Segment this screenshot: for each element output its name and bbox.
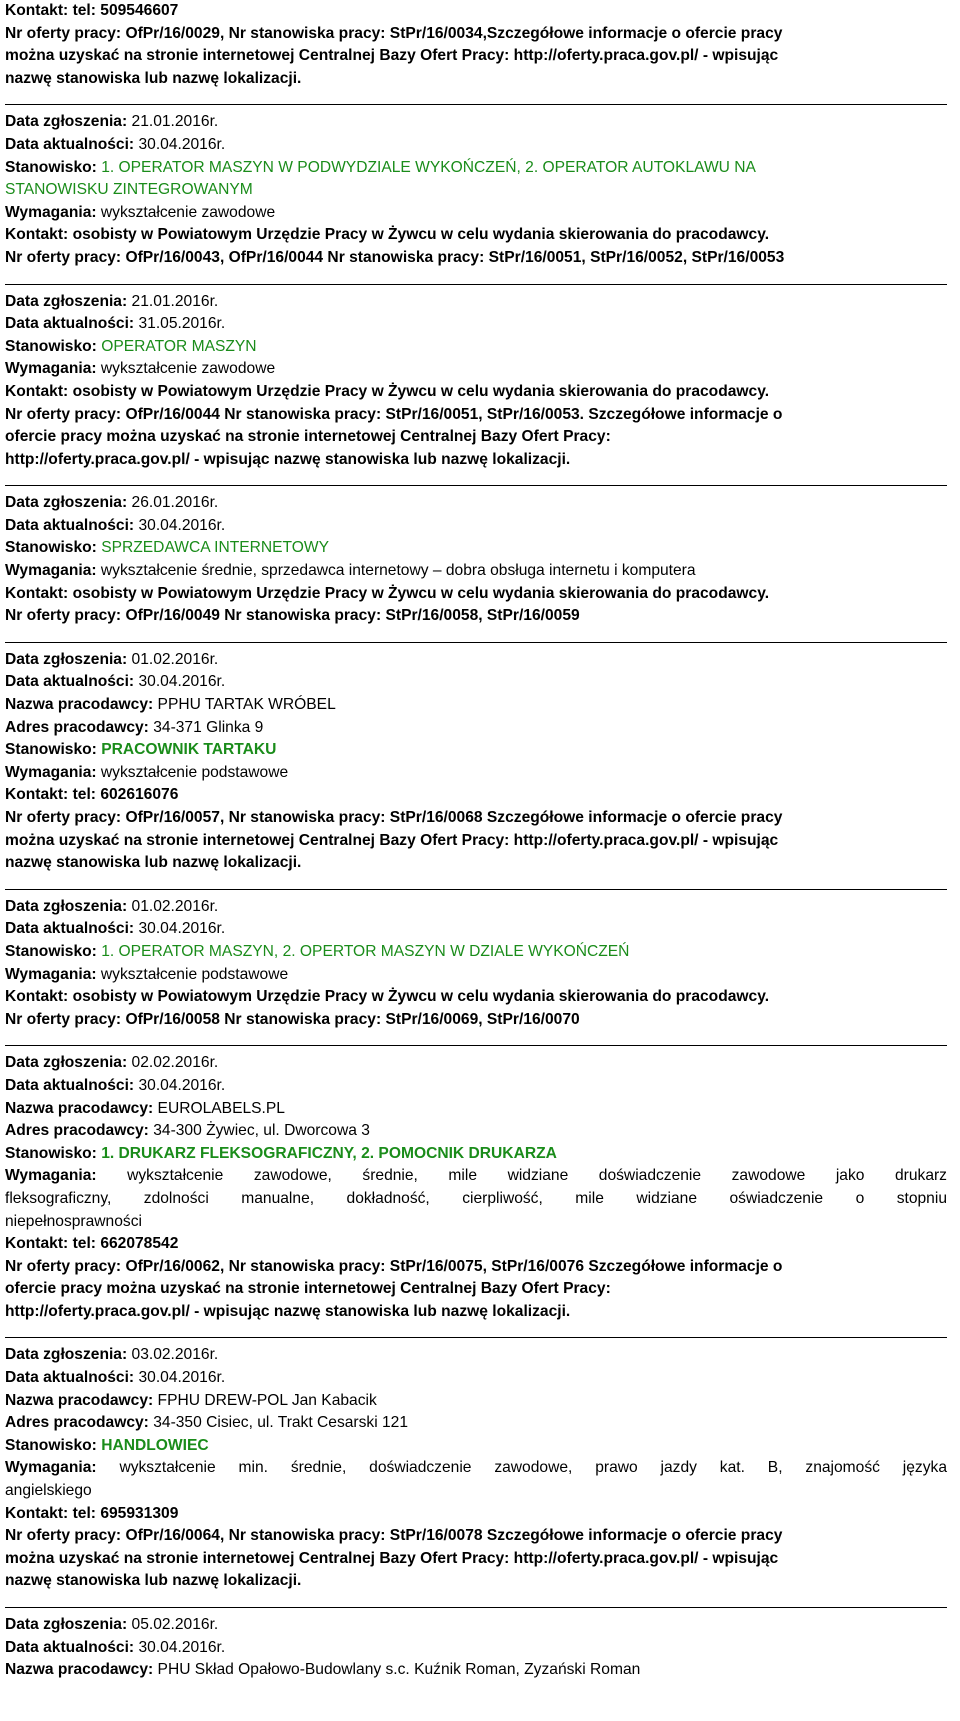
field-label: Data zgłoszenia: bbox=[5, 1346, 128, 1364]
position-title: OPERATOR MASZYN bbox=[101, 337, 257, 355]
job-offer bbox=[5, 1614, 947, 1682]
field-label: Data zgłoszenia: bbox=[5, 1616, 128, 1633]
requirements: wykształcenie podstawowe bbox=[100, 965, 289, 983]
contact-info: tel: 695931309 bbox=[72, 1504, 179, 1522]
requirements: niepełnosprawności bbox=[5, 1212, 142, 1230]
requirements: wykształcenie średnie, sprzedawca internetowy – dobra obsługa internetu i komputera bbox=[100, 562, 696, 580]
field-label: Adres pracodawcy: bbox=[5, 1414, 149, 1432]
contact-info: osobisty w Powiatowym Urzędzie Pracy w Żywcu w celu wydania skierowania do pracodawcy. bbox=[72, 584, 770, 602]
submission-date: 05.02.2016r. bbox=[131, 1616, 219, 1633]
position-title: SPRZEDAWCA INTERNETOWY bbox=[101, 539, 330, 557]
field-label: Nazwa pracodawcy: bbox=[5, 1099, 154, 1117]
validity-date: 30.04.2016r. bbox=[138, 516, 226, 534]
offer-number: nazwę stanowiska lub nazwę lokalizacji. bbox=[5, 854, 302, 872]
field-label: Wymagania: bbox=[5, 763, 97, 781]
field-label: Data zgłoszenia: bbox=[5, 113, 128, 131]
employer-name: EUROLABELS.PL bbox=[157, 1099, 285, 1117]
field-label: Wymagania: bbox=[5, 360, 97, 378]
offer-number: Nr oferty pracy: OfPr/16/0062, Nr stanowiska pracy: StPr/16/0075, StPr/16/0076 Szczegółowe informacje o bbox=[5, 1257, 783, 1275]
job-offer bbox=[5, 1344, 947, 1593]
offer-number: można uzyskać na stronie internetowej Centralnej Bazy Ofert Pracy: http://oferty.praca.gov.pl/ - wpisując bbox=[5, 831, 779, 849]
field-label: Kontakt: bbox=[5, 786, 69, 804]
validity-date: 30.04.2016r. bbox=[138, 135, 226, 153]
field-label: Data zgłoszenia: bbox=[5, 1054, 128, 1072]
requirements: wykształcenie zawodowe, średnie, mile widziane doświadczenie zawodowe jako drukarz bbox=[127, 1167, 947, 1185]
field-label: Stanowisko: bbox=[5, 741, 97, 759]
header-block bbox=[5, 0, 947, 90]
offer-separator bbox=[5, 485, 947, 486]
field-label: Data zgłoszenia: bbox=[5, 292, 128, 310]
field-label: Data zgłoszenia: bbox=[5, 897, 128, 915]
field-label: Nazwa pracodawcy: bbox=[5, 1661, 154, 1679]
validity-date: 30.04.2016r. bbox=[138, 673, 226, 691]
employer-name: PHU Skład Opałowo-Budowlany s.c. Kuźnik Roman, Zyzański Roman bbox=[157, 1661, 641, 1679]
contact-info: tel: 602616076 bbox=[72, 786, 179, 804]
field-label: Kontakt: bbox=[5, 1504, 69, 1522]
field-label: Stanowisko: bbox=[5, 942, 97, 960]
field-label: Stanowisko: bbox=[5, 1436, 97, 1454]
offer-separator bbox=[5, 284, 947, 285]
position-title: 1. DRUKARZ FLEKSOGRAFICZNY, 2. POMOCNIK DRUKARZA bbox=[101, 1144, 557, 1162]
field-label: Data aktualności: bbox=[5, 516, 135, 534]
field-label: Adres pracodawcy: bbox=[5, 718, 149, 736]
submission-date: 01.02.2016r. bbox=[131, 650, 219, 668]
field-label: Stanowisko: bbox=[5, 539, 97, 557]
requirements: wykształcenie min. średnie, doświadczenie zawodowe, prawo jazdy kat. B, znajomość języka bbox=[119, 1459, 947, 1477]
position-title: 1. OPERATOR MASZYN W PODWYDZIALE WYKOŃCZEŃ, 2. OPERATOR AUTOKLAWU NA bbox=[101, 158, 756, 176]
offer-number: http://oferty.praca.gov.pl/ - wpisując nazwę stanowiska lub nazwę lokalizacji. bbox=[5, 1302, 571, 1320]
submission-date: 26.01.2016r. bbox=[131, 494, 219, 512]
position-title: 1. OPERATOR MASZYN, 2. OPERTOR MASZYN W DZIALE WYKOŃCZEŃ bbox=[101, 942, 630, 960]
field-label: Wymagania: bbox=[5, 965, 97, 983]
offer-separator bbox=[5, 1607, 947, 1608]
field-label: Data zgłoszenia: bbox=[5, 650, 128, 668]
offer-number: Nr oferty pracy: OfPr/16/0043, OfPr/16/0044 Nr stanowiska pracy: StPr/16/0051, StPr/16/0052, StPr/16/0053 bbox=[5, 248, 785, 266]
offer-info-line: można uzyskać na stronie internetowej Centralnej Bazy Ofert Pracy: http://oferty.praca.gov.pl/ - wpisując bbox=[5, 47, 779, 65]
field-label: Stanowisko: bbox=[5, 337, 97, 355]
field-label: Wymagania: bbox=[5, 1459, 97, 1477]
field-label: Data aktualności: bbox=[5, 135, 135, 153]
submission-date: 03.02.2016r. bbox=[131, 1346, 219, 1364]
offer-separator bbox=[5, 642, 947, 643]
field-label: Data aktualności: bbox=[5, 1638, 135, 1656]
offer-separator bbox=[5, 1045, 947, 1046]
field-label: Wymagania: bbox=[5, 562, 97, 580]
offer-number: Nr oferty pracy: OfPr/16/0044 Nr stanowiska pracy: StPr/16/0051, StPr/16/0053. Szczegółowe informacje o bbox=[5, 405, 783, 423]
position-title: PRACOWNIK TARTAKU bbox=[101, 741, 277, 759]
position-title: HANDLOWIEC bbox=[101, 1436, 209, 1454]
requirements: wykształcenie podstawowe bbox=[100, 763, 289, 781]
submission-date: 01.02.2016r. bbox=[131, 897, 219, 915]
field-label: Adres pracodawcy: bbox=[5, 1122, 149, 1140]
field-label: Wymagania: bbox=[5, 1167, 97, 1185]
job-offer bbox=[5, 649, 947, 875]
field-label: Nazwa pracodawcy: bbox=[5, 1391, 154, 1409]
requirements: wykształcenie zawodowe bbox=[100, 360, 276, 378]
field-label: Kontakt: bbox=[5, 1235, 69, 1253]
validity-date: 30.04.2016r. bbox=[138, 1369, 226, 1387]
field-label: Kontakt: bbox=[5, 382, 69, 400]
offer-number: Nr oferty pracy: OfPr/16/0064, Nr stanowiska pracy: StPr/16/0078 Szczegółowe informacje o ofercie pracy bbox=[5, 1527, 783, 1545]
employer-name: PPHU TARTAK WRÓBEL bbox=[157, 696, 336, 714]
contact-info: osobisty w Powiatowym Urzędzie Pracy w Żywcu w celu wydania skierowania do pracodawcy. bbox=[72, 988, 770, 1006]
offer-info-line: nazwę stanowiska lub nazwę lokalizacji. bbox=[5, 69, 302, 87]
field-label: Kontakt: bbox=[5, 988, 69, 1006]
employer-address: 34-300 Żywiec, ul. Dworcowa 3 bbox=[153, 1122, 370, 1140]
field-label: Kontakt: bbox=[5, 584, 69, 602]
offer-number: można uzyskać na stronie internetowej Centralnej Bazy Ofert Pracy: http://oferty.praca.gov.pl/ - wpisując bbox=[5, 1549, 779, 1567]
field-label: Data aktualności: bbox=[5, 673, 135, 691]
job-offer bbox=[5, 111, 947, 269]
validity-date: 30.04.2016r. bbox=[138, 1076, 226, 1094]
employer-name: FPHU DREW-POL Jan Kabacik bbox=[157, 1391, 377, 1409]
field-label: Data aktualności: bbox=[5, 920, 135, 938]
contact-info: tel: 662078542 bbox=[72, 1235, 179, 1253]
position-title: STANOWISKU ZINTEGROWANYM bbox=[5, 181, 253, 199]
contact-info: osobisty w Powiatowym Urzędzie Pracy w Żywcu w celu wydania skierowania do pracodawcy. bbox=[72, 226, 770, 244]
field-label: Stanowisko: bbox=[5, 158, 97, 176]
job-offer bbox=[5, 492, 947, 628]
requirements: angielskiego bbox=[5, 1482, 92, 1500]
requirements: fleksograficzny, zdolności manualne, dokładność, cierpliwość, mile widziane oświadczenie o stopniu bbox=[5, 1189, 947, 1207]
validity-date: 30.04.2016r. bbox=[138, 920, 226, 938]
field-label: Data aktualności: bbox=[5, 1369, 135, 1387]
offer-number: Nr oferty pracy: OfPr/16/0058 Nr stanowiska pracy: StPr/16/0069, StPr/16/0070 bbox=[5, 1010, 580, 1028]
offer-info-line: Nr oferty pracy: OfPr/16/0029, Nr stanowiska pracy: StPr/16/0034,Szczegółowe informacje o ofercie pracy bbox=[5, 24, 783, 42]
requirements: wykształcenie zawodowe bbox=[100, 203, 276, 221]
employer-address: 34-350 Cisiec, ul. Trakt Cesarski 121 bbox=[153, 1414, 409, 1432]
field-label: Wymagania: bbox=[5, 203, 97, 221]
employer-address: 34-371 Glinka 9 bbox=[153, 718, 264, 736]
contact-line: Kontakt: tel: 509546607 bbox=[5, 2, 179, 19]
validity-date: 30.04.2016r. bbox=[138, 1638, 226, 1656]
validity-date: 31.05.2016r. bbox=[138, 315, 226, 333]
field-label: Data aktualności: bbox=[5, 1076, 135, 1094]
job-offer bbox=[5, 896, 947, 1032]
contact-info: osobisty w Powiatowym Urzędzie Pracy w Żywcu w celu wydania skierowania do pracodawcy. bbox=[72, 382, 770, 400]
offer-number: nazwę stanowiska lub nazwę lokalizacji. bbox=[5, 1572, 302, 1590]
submission-date: 21.01.2016r. bbox=[131, 292, 219, 310]
field-label: Stanowisko: bbox=[5, 1144, 97, 1162]
field-label: Nazwa pracodawcy: bbox=[5, 696, 154, 714]
offer-separator bbox=[5, 1337, 947, 1338]
offer-number: ofercie pracy można uzyskać na stronie internetowej Centralnej Bazy Ofert Pracy: bbox=[5, 1280, 611, 1298]
offer-separator bbox=[5, 889, 947, 890]
offer-number: Nr oferty pracy: OfPr/16/0057, Nr stanowiska pracy: StPr/16/0068 Szczegółowe informacje o ofercie pracy bbox=[5, 809, 783, 826]
field-label: Data aktualności: bbox=[5, 315, 135, 333]
job-offer bbox=[5, 291, 947, 472]
offer-number: Nr oferty pracy: OfPr/16/0049 Nr stanowiska pracy: StPr/16/0058, StPr/16/0059 bbox=[5, 607, 580, 625]
field-label: Kontakt: bbox=[5, 226, 69, 244]
job-offer bbox=[5, 1052, 947, 1323]
offer-number: ofercie pracy można uzyskać na stronie internetowej Centralnej Bazy Ofert Pracy: bbox=[5, 428, 611, 446]
submission-date: 02.02.2016r. bbox=[131, 1054, 219, 1072]
offer-number: http://oferty.praca.gov.pl/ - wpisując nazwę stanowiska lub nazwę lokalizacji. bbox=[5, 450, 571, 468]
submission-date: 21.01.2016r. bbox=[131, 113, 219, 131]
offer-separator bbox=[5, 104, 947, 105]
field-label: Data zgłoszenia: bbox=[5, 494, 128, 512]
